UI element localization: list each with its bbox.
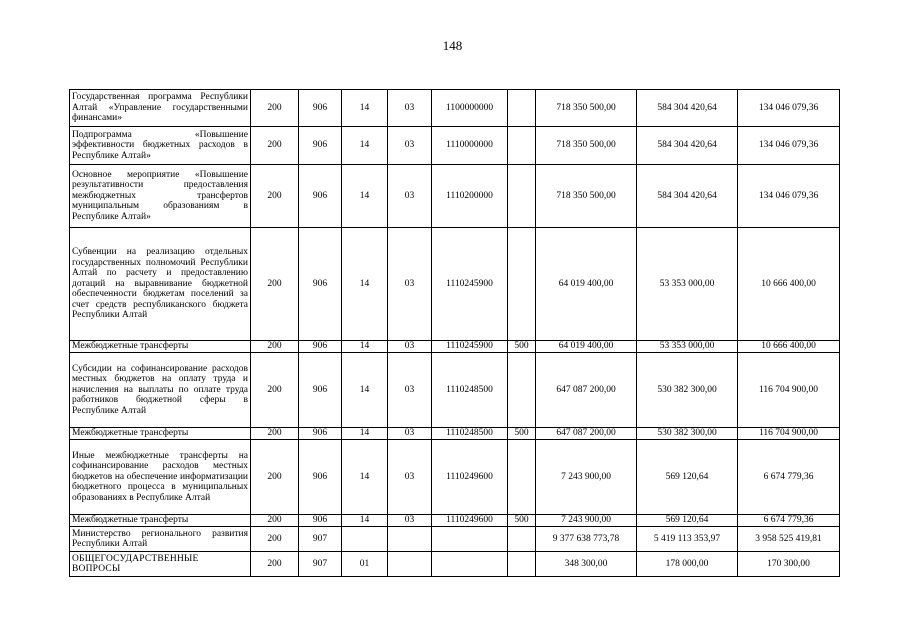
cell-amount-plan: 348 300,00 bbox=[536, 552, 637, 577]
cell-target-article: 1110249600 bbox=[432, 515, 508, 527]
cell-section: 14 bbox=[342, 90, 388, 127]
table-row bbox=[70, 90, 840, 127]
cell-target-article: 1110249600 bbox=[432, 440, 508, 515]
row-name: Основное мероприятие «Повышение результативности предоставления межбюджетных трансфертов муниципальным образованиям в Республике Алтай» bbox=[70, 165, 251, 228]
cell-amount-remaining: 134 046 079,36 bbox=[738, 90, 840, 127]
page-number: 148 bbox=[442, 38, 463, 53]
cell-amount-executed: 53 353 000,00 bbox=[637, 341, 738, 353]
table-row bbox=[70, 552, 840, 577]
cell-target-article: 1110248500 bbox=[432, 353, 508, 428]
cell-ministry: 907 bbox=[299, 527, 342, 552]
cell-ministry: 906 bbox=[299, 353, 342, 428]
cell-ministry: 906 bbox=[299, 515, 342, 527]
row-name: Субсидии на софинансирование расходов местных бюджетов на оплату труда и начисления на выплаты по оплате труда работников бюджетной сферы в Республике Алтай bbox=[70, 353, 251, 428]
cell-ministry: 906 bbox=[299, 165, 342, 228]
cell-section: 14 bbox=[342, 515, 388, 527]
cell-target-article: 1110248500 bbox=[432, 428, 508, 440]
row-name: Межбюджетные трансферты bbox=[70, 341, 251, 353]
cell-subsection: 03 bbox=[388, 341, 432, 353]
cell-subsection: 03 bbox=[388, 90, 432, 127]
cell-target-article bbox=[432, 527, 508, 552]
cell-ministry: 906 bbox=[299, 90, 342, 127]
cell-amount-plan: 7 243 900,00 bbox=[536, 440, 637, 515]
cell-amount-executed: 569 120,64 bbox=[637, 440, 738, 515]
cell-code: 200 bbox=[251, 353, 299, 428]
cell-ministry: 906 bbox=[299, 341, 342, 353]
row-name: ОБЩЕГОСУДАРСТВЕННЫЕ ВОПРОСЫ bbox=[70, 552, 251, 577]
cell-subsection: 03 bbox=[388, 440, 432, 515]
cell-expense-type: 500 bbox=[508, 515, 536, 527]
cell-subsection bbox=[388, 552, 432, 577]
cell-amount-executed: 584 304 420,64 bbox=[637, 165, 738, 228]
cell-ministry: 906 bbox=[299, 428, 342, 440]
cell-amount-remaining: 3 958 525 419,81 bbox=[738, 527, 840, 552]
cell-expense-type: 500 bbox=[508, 341, 536, 353]
cell-amount-executed: 584 304 420,64 bbox=[637, 127, 738, 165]
cell-amount-plan: 64 019 400,00 bbox=[536, 341, 637, 353]
cell-amount-remaining: 134 046 079,36 bbox=[738, 165, 840, 228]
cell-code: 200 bbox=[251, 440, 299, 515]
table-row bbox=[70, 228, 840, 341]
cell-code: 200 bbox=[251, 341, 299, 353]
cell-expense-type: 500 bbox=[508, 428, 536, 440]
cell-ministry: 906 bbox=[299, 127, 342, 165]
cell-code: 200 bbox=[251, 515, 299, 527]
cell-section: 14 bbox=[342, 165, 388, 228]
table-row bbox=[70, 127, 840, 165]
cell-section: 14 bbox=[342, 341, 388, 353]
row-name: Межбюджетные трансферты bbox=[70, 428, 251, 440]
cell-section: 14 bbox=[342, 127, 388, 165]
table-row bbox=[70, 165, 840, 228]
cell-expense-type bbox=[508, 127, 536, 165]
cell-code: 200 bbox=[251, 127, 299, 165]
table-row bbox=[70, 428, 840, 440]
cell-target-article: 1110245900 bbox=[432, 228, 508, 341]
cell-subsection: 03 bbox=[388, 515, 432, 527]
cell-code: 200 bbox=[251, 90, 299, 127]
cell-expense-type bbox=[508, 353, 536, 428]
cell-target-article: 1110245900 bbox=[432, 341, 508, 353]
cell-amount-remaining: 10 666 400,00 bbox=[738, 341, 840, 353]
cell-section: 14 bbox=[342, 353, 388, 428]
cell-amount-plan: 718 350 500,00 bbox=[536, 90, 637, 127]
cell-expense-type bbox=[508, 228, 536, 341]
row-name: Иные межбюджетные трансферты на софинансирование расходов местных бюджетов на обеспечение информатизации бюджетного процесса в муниципальных образованиях в Республике Алтай bbox=[70, 440, 251, 515]
cell-code: 200 bbox=[251, 228, 299, 341]
cell-amount-plan: 718 350 500,00 bbox=[536, 127, 637, 165]
cell-expense-type bbox=[508, 90, 536, 127]
cell-amount-executed: 53 353 000,00 bbox=[637, 228, 738, 341]
cell-target-article: 1100000000 bbox=[432, 90, 508, 127]
cell-expense-type bbox=[508, 552, 536, 577]
cell-amount-remaining: 10 666 400,00 bbox=[738, 228, 840, 341]
cell-subsection: 03 bbox=[388, 127, 432, 165]
cell-section: 01 bbox=[342, 552, 388, 577]
cell-expense-type bbox=[508, 165, 536, 228]
cell-ministry: 907 bbox=[299, 552, 342, 577]
cell-subsection: 03 bbox=[388, 165, 432, 228]
table-row bbox=[70, 440, 840, 515]
cell-amount-plan: 7 243 900,00 bbox=[536, 515, 637, 527]
cell-code: 200 bbox=[251, 165, 299, 228]
cell-subsection: 03 bbox=[388, 428, 432, 440]
cell-ministry: 906 bbox=[299, 228, 342, 341]
cell-section bbox=[342, 527, 388, 552]
budget-table bbox=[69, 89, 840, 577]
cell-amount-plan: 647 087 200,00 bbox=[536, 353, 637, 428]
cell-code: 200 bbox=[251, 428, 299, 440]
cell-expense-type bbox=[508, 440, 536, 515]
cell-section: 14 bbox=[342, 228, 388, 341]
cell-code: 200 bbox=[251, 552, 299, 577]
cell-amount-executed: 569 120,64 bbox=[637, 515, 738, 527]
cell-amount-plan: 647 087 200,00 bbox=[536, 428, 637, 440]
row-name: Подпрограмма «Повышение эффективности бюджетных расходов в Республике Алтай» bbox=[70, 127, 251, 165]
cell-target-article: 1110200000 bbox=[432, 165, 508, 228]
table-row bbox=[70, 515, 840, 527]
table-row bbox=[70, 353, 840, 428]
cell-target-article bbox=[432, 552, 508, 577]
cell-amount-remaining: 116 704 900,00 bbox=[738, 353, 840, 428]
cell-amount-plan: 9 377 638 773,78 bbox=[536, 527, 637, 552]
cell-subsection: 03 bbox=[388, 228, 432, 341]
table-row bbox=[70, 341, 840, 353]
cell-amount-remaining: 170 300,00 bbox=[738, 552, 840, 577]
row-name: Министерство регионального развития Республики Алтай bbox=[70, 527, 251, 552]
cell-subsection bbox=[388, 527, 432, 552]
table-row bbox=[70, 527, 840, 552]
cell-expense-type bbox=[508, 527, 536, 552]
cell-target-article: 1110000000 bbox=[432, 127, 508, 165]
cell-amount-remaining: 6 674 779,36 bbox=[738, 440, 840, 515]
cell-amount-executed: 178 000,00 bbox=[637, 552, 738, 577]
row-name: Межбюджетные трансферты bbox=[70, 515, 251, 527]
cell-section: 14 bbox=[342, 440, 388, 515]
cell-amount-remaining: 116 704 900,00 bbox=[738, 428, 840, 440]
cell-code: 200 bbox=[251, 527, 299, 552]
cell-amount-executed: 5 419 113 353,97 bbox=[637, 527, 738, 552]
cell-amount-remaining: 6 674 779,36 bbox=[738, 515, 840, 527]
cell-amount-plan: 64 019 400,00 bbox=[536, 228, 637, 341]
cell-amount-executed: 530 382 300,00 bbox=[637, 353, 738, 428]
cell-amount-remaining: 134 046 079,36 bbox=[738, 127, 840, 165]
cell-amount-plan: 718 350 500,00 bbox=[536, 165, 637, 228]
cell-amount-executed: 530 382 300,00 bbox=[637, 428, 738, 440]
row-name: Субвенции на реализацию отдельных государственных полномочий Республики Алтай по расчету и предоставлению дотаций на выравнивание бюджетной обеспеченности бюджетам поселений за счет средств республиканского бюджета Республики Алтай bbox=[70, 228, 251, 341]
cell-amount-executed: 584 304 420,64 bbox=[637, 90, 738, 127]
cell-section: 14 bbox=[342, 428, 388, 440]
cell-subsection: 03 bbox=[388, 353, 432, 428]
row-name: Государственная программа Республики Алтай «Управление государственными финансами» bbox=[70, 90, 251, 127]
cell-ministry: 906 bbox=[299, 440, 342, 515]
